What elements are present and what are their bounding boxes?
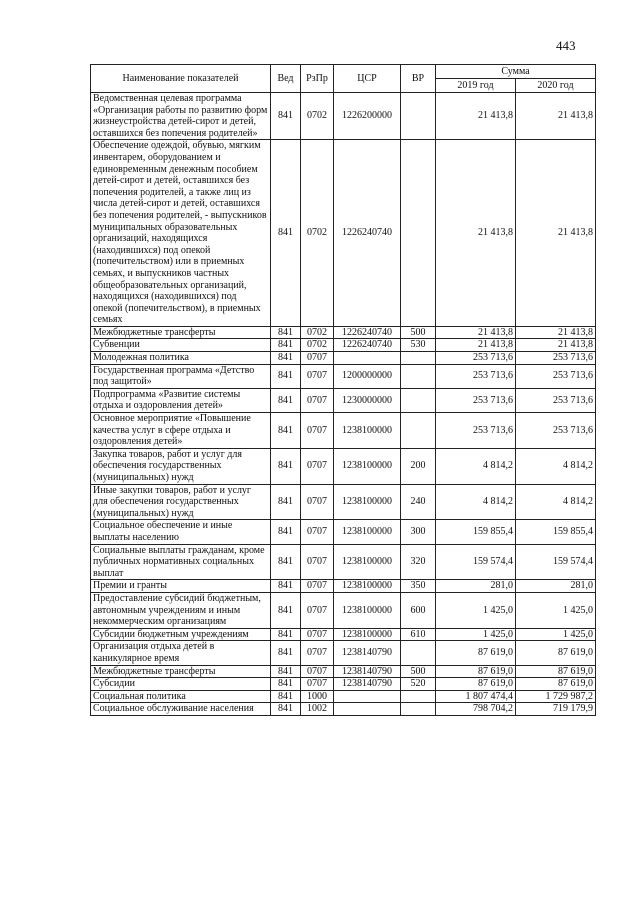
cell-csr: 1238100000 bbox=[334, 628, 401, 641]
cell-ved: 841 bbox=[271, 628, 301, 641]
cell-y2020: 21 413,8 bbox=[516, 339, 596, 352]
cell-vr: 530 bbox=[401, 339, 436, 352]
cell-rzpr: 0702 bbox=[301, 140, 334, 327]
table-row bbox=[91, 580, 596, 593]
cell-name: Социальное обеспечение и иные выплаты населению bbox=[91, 520, 271, 544]
cell-y2019: 281,0 bbox=[436, 580, 516, 593]
cell-vr bbox=[401, 388, 436, 412]
cell-name: Основное мероприятие «Повышение качества услуг в сфере отдыха и оздоровления детей» bbox=[91, 413, 271, 449]
cell-rzpr: 1002 bbox=[301, 703, 334, 716]
cell-y2020: 87 619,0 bbox=[516, 678, 596, 691]
table-row bbox=[91, 364, 596, 388]
cell-csr: 1226240740 bbox=[334, 140, 401, 327]
cell-ved: 841 bbox=[271, 339, 301, 352]
cell-rzpr: 0707 bbox=[301, 520, 334, 544]
cell-rzpr: 1000 bbox=[301, 690, 334, 703]
cell-y2019: 21 413,8 bbox=[436, 93, 516, 140]
cell-vr bbox=[401, 364, 436, 388]
cell-name: Субвенции bbox=[91, 339, 271, 352]
cell-y2020: 21 413,8 bbox=[516, 93, 596, 140]
cell-rzpr: 0702 bbox=[301, 93, 334, 140]
cell-vr bbox=[401, 413, 436, 449]
cell-csr: 1238100000 bbox=[334, 413, 401, 449]
cell-y2020: 21 413,8 bbox=[516, 326, 596, 339]
cell-ved: 841 bbox=[271, 520, 301, 544]
header-ved: Вед bbox=[271, 65, 301, 93]
table-row bbox=[91, 678, 596, 691]
cell-vr bbox=[401, 352, 436, 365]
cell-rzpr: 0707 bbox=[301, 448, 334, 484]
cell-vr bbox=[401, 703, 436, 716]
header-2020: 2020 год bbox=[516, 79, 596, 93]
table-row bbox=[91, 326, 596, 339]
cell-y2019: 87 619,0 bbox=[436, 641, 516, 665]
cell-rzpr: 0707 bbox=[301, 388, 334, 412]
cell-ved: 841 bbox=[271, 326, 301, 339]
cell-csr: 1238100000 bbox=[334, 592, 401, 628]
cell-y2020: 253 713,6 bbox=[516, 388, 596, 412]
cell-y2019: 798 704,2 bbox=[436, 703, 516, 716]
cell-ved: 841 bbox=[271, 93, 301, 140]
cell-name: Обеспечение одеждой, обувью, мягким инвентарем, оборудованием и единовременным денежным пособием детей-сирот и детей, оставшихся без попечения родителей, а также лиц из числа детей-сирот и детей, оставшихся без попечения родителей, - выпускников муниципальных образовательных организаций, находящихся (находившихся) под опекой (попечительством) или в приемных семьях, и выпускников частных общеобразовательных организаций, находящихся (находившихся) под опекой (попечительством), в приемных семьях bbox=[91, 140, 271, 327]
cell-name: Субсидии бюджетным учреждениям bbox=[91, 628, 271, 641]
cell-y2020: 719 179,9 bbox=[516, 703, 596, 716]
cell-rzpr: 0702 bbox=[301, 339, 334, 352]
table-row bbox=[91, 665, 596, 678]
cell-csr bbox=[334, 703, 401, 716]
cell-name: Межбюджетные трансферты bbox=[91, 665, 271, 678]
header-name: Наименование показателей bbox=[91, 65, 271, 93]
cell-vr bbox=[401, 140, 436, 327]
cell-csr: 1226240740 bbox=[334, 326, 401, 339]
cell-y2019: 253 713,6 bbox=[436, 352, 516, 365]
cell-y2020: 4 814,2 bbox=[516, 484, 596, 520]
cell-csr: 1238100000 bbox=[334, 520, 401, 544]
header-rzpr: РзПр bbox=[301, 65, 334, 93]
cell-csr: 1238100000 bbox=[334, 484, 401, 520]
cell-csr: 1238140790 bbox=[334, 641, 401, 665]
cell-rzpr: 0707 bbox=[301, 641, 334, 665]
cell-rzpr: 0707 bbox=[301, 352, 334, 365]
cell-y2019: 4 814,2 bbox=[436, 448, 516, 484]
cell-y2019: 159 855,4 bbox=[436, 520, 516, 544]
cell-y2020: 87 619,0 bbox=[516, 665, 596, 678]
cell-y2020: 1 729 987,2 bbox=[516, 690, 596, 703]
cell-name: Подпрограмма «Развитие системы отдыха и оздоровления детей» bbox=[91, 388, 271, 412]
cell-name: Социальное обслуживание населения bbox=[91, 703, 271, 716]
table-row bbox=[91, 140, 596, 327]
cell-ved: 841 bbox=[271, 448, 301, 484]
cell-y2020: 253 713,6 bbox=[516, 413, 596, 449]
cell-ved: 841 bbox=[271, 592, 301, 628]
table-row bbox=[91, 484, 596, 520]
cell-vr: 350 bbox=[401, 580, 436, 593]
cell-csr: 1230000000 bbox=[334, 388, 401, 412]
cell-y2020: 253 713,6 bbox=[516, 352, 596, 365]
cell-vr: 500 bbox=[401, 326, 436, 339]
cell-csr: 1238100000 bbox=[334, 448, 401, 484]
cell-name: Предоставление субсидий бюджетным, автономным учреждениям и иным некоммерческим организациям bbox=[91, 592, 271, 628]
cell-vr: 320 bbox=[401, 544, 436, 580]
cell-name: Закупка товаров, работ и услуг для обеспечения государственных (муниципальных) нужд bbox=[91, 448, 271, 484]
cell-rzpr: 0707 bbox=[301, 665, 334, 678]
cell-y2019: 87 619,0 bbox=[436, 665, 516, 678]
cell-y2020: 21 413,8 bbox=[516, 140, 596, 327]
cell-rzpr: 0702 bbox=[301, 326, 334, 339]
cell-y2019: 253 713,6 bbox=[436, 364, 516, 388]
cell-ved: 841 bbox=[271, 641, 301, 665]
table-row bbox=[91, 592, 596, 628]
cell-vr: 600 bbox=[401, 592, 436, 628]
cell-y2019: 1 425,0 bbox=[436, 592, 516, 628]
cell-rzpr: 0707 bbox=[301, 580, 334, 593]
cell-rzpr: 0707 bbox=[301, 484, 334, 520]
cell-vr: 300 bbox=[401, 520, 436, 544]
cell-y2019: 159 574,4 bbox=[436, 544, 516, 580]
table-body bbox=[91, 93, 596, 716]
cell-csr: 1238100000 bbox=[334, 580, 401, 593]
cell-ved: 841 bbox=[271, 364, 301, 388]
cell-ved: 841 bbox=[271, 140, 301, 327]
cell-y2020: 159 855,4 bbox=[516, 520, 596, 544]
cell-vr bbox=[401, 690, 436, 703]
cell-y2020: 281,0 bbox=[516, 580, 596, 593]
cell-vr: 240 bbox=[401, 484, 436, 520]
cell-name: Премии и гранты bbox=[91, 580, 271, 593]
table-row bbox=[91, 641, 596, 665]
cell-y2019: 21 413,8 bbox=[436, 339, 516, 352]
cell-name: Иные закупки товаров, работ и услуг для обеспечения государственных (муниципальных) нужд bbox=[91, 484, 271, 520]
cell-rzpr: 0707 bbox=[301, 628, 334, 641]
cell-rzpr: 0707 bbox=[301, 678, 334, 691]
cell-rzpr: 0707 bbox=[301, 592, 334, 628]
cell-ved: 841 bbox=[271, 413, 301, 449]
header-2019: 2019 год bbox=[436, 79, 516, 93]
header-vr: ВР bbox=[401, 65, 436, 93]
cell-name: Ведомственная целевая программа «Организация работы по развитию форм жизнеустройства детей-сирот и детей, оставшихся без попечения родителей» bbox=[91, 93, 271, 140]
table-row bbox=[91, 388, 596, 412]
cell-y2019: 87 619,0 bbox=[436, 678, 516, 691]
cell-csr: 1238100000 bbox=[334, 544, 401, 580]
cell-ved: 841 bbox=[271, 665, 301, 678]
table-row bbox=[91, 448, 596, 484]
cell-ved: 841 bbox=[271, 388, 301, 412]
cell-ved: 841 bbox=[271, 690, 301, 703]
cell-rzpr: 0707 bbox=[301, 413, 334, 449]
cell-vr: 520 bbox=[401, 678, 436, 691]
cell-ved: 841 bbox=[271, 580, 301, 593]
table-row bbox=[91, 544, 596, 580]
cell-name: Молодежная политика bbox=[91, 352, 271, 365]
cell-y2019: 253 713,6 bbox=[436, 388, 516, 412]
header-csr: ЦСР bbox=[334, 65, 401, 93]
table-row bbox=[91, 703, 596, 716]
cell-y2019: 21 413,8 bbox=[436, 140, 516, 327]
table-row bbox=[91, 520, 596, 544]
cell-name: Социальные выплаты гражданам, кроме публичных нормативных социальных выплат bbox=[91, 544, 271, 580]
cell-rzpr: 0707 bbox=[301, 364, 334, 388]
cell-rzpr: 0707 bbox=[301, 544, 334, 580]
cell-y2020: 1 425,0 bbox=[516, 592, 596, 628]
cell-vr bbox=[401, 93, 436, 140]
cell-csr: 1200000000 bbox=[334, 364, 401, 388]
cell-vr: 500 bbox=[401, 665, 436, 678]
cell-csr: 1226240740 bbox=[334, 339, 401, 352]
cell-y2019: 253 713,6 bbox=[436, 413, 516, 449]
budget-table bbox=[90, 64, 596, 716]
cell-csr bbox=[334, 690, 401, 703]
header-sum: Сумма bbox=[436, 65, 596, 79]
cell-y2020: 4 814,2 bbox=[516, 448, 596, 484]
table-row bbox=[91, 690, 596, 703]
cell-name: Государственная программа «Детство под защитой» bbox=[91, 364, 271, 388]
table-row bbox=[91, 339, 596, 352]
cell-y2019: 21 413,8 bbox=[436, 326, 516, 339]
cell-csr: 1238140790 bbox=[334, 665, 401, 678]
cell-vr bbox=[401, 641, 436, 665]
cell-ved: 841 bbox=[271, 703, 301, 716]
cell-name: Социальная политика bbox=[91, 690, 271, 703]
table-row bbox=[91, 413, 596, 449]
cell-y2020: 87 619,0 bbox=[516, 641, 596, 665]
cell-ved: 841 bbox=[271, 678, 301, 691]
cell-ved: 841 bbox=[271, 484, 301, 520]
page-number: 443 bbox=[556, 38, 576, 53]
cell-y2020: 159 574,4 bbox=[516, 544, 596, 580]
cell-y2019: 1 425,0 bbox=[436, 628, 516, 641]
table-row bbox=[91, 93, 596, 140]
cell-y2020: 253 713,6 bbox=[516, 364, 596, 388]
cell-vr: 610 bbox=[401, 628, 436, 641]
cell-vr: 200 bbox=[401, 448, 436, 484]
cell-name: Субсидии bbox=[91, 678, 271, 691]
cell-csr: 1238140790 bbox=[334, 678, 401, 691]
cell-csr: 1226200000 bbox=[334, 93, 401, 140]
cell-ved: 841 bbox=[271, 352, 301, 365]
table-row bbox=[91, 628, 596, 641]
cell-y2019: 4 814,2 bbox=[436, 484, 516, 520]
table-row bbox=[91, 352, 596, 365]
cell-name: Межбюджетные трансферты bbox=[91, 326, 271, 339]
cell-csr bbox=[334, 352, 401, 365]
cell-y2019: 1 807 474,4 bbox=[436, 690, 516, 703]
cell-ved: 841 bbox=[271, 544, 301, 580]
cell-y2020: 1 425,0 bbox=[516, 628, 596, 641]
cell-name: Организация отдыха детей в каникулярное время bbox=[91, 641, 271, 665]
